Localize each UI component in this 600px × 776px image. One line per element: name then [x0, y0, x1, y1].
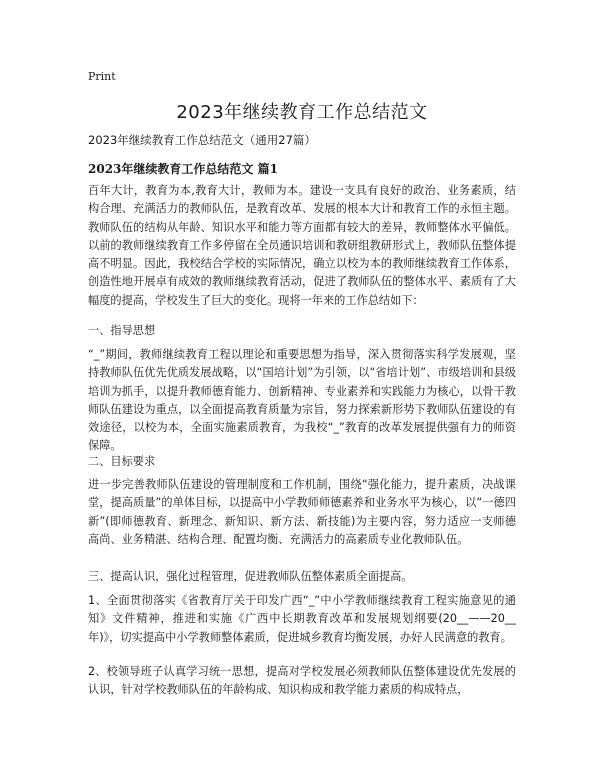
paragraph-item-2: 2、校领导班子认真学习统一思想，提高对学校发展必须教师队伍整体建设优先发展的认识，针对学校教师队伍的年龄构成、知识构成和教学能力素质的构成特点， — [88, 665, 516, 697]
paragraph-goals: 进一步完善教师队伍建设的管理制度和工作机制，围绕“强化能力，提升素质，决战课堂，提高质量”的单体目标，以提高中小学教师师德素养和业务水平为核心，以“一德四新”(即师德教育、新理念、新知识、新方法、新技能)为主要内容，努力适应一支师德高尚、业务精湛、结构合理、配置均衡、充满活力的高素质专业化教师队伍。 — [88, 478, 516, 546]
heading-awareness: 三、提高认识，强化过程管理，促进教师队伍整体素质全面提高。 — [88, 570, 413, 583]
print-link[interactable]: Print — [88, 70, 116, 83]
section-heading: 2023年继续教育工作总结范文 篇1 — [88, 162, 278, 176]
heading-goals: 二、目标要求 — [88, 455, 156, 468]
paragraph-guiding-ideology: “_”期间，教师继续教育工程以理论和重要思想为指导，深入贯彻落实科学发展观，坚持教师队伍优先优质发展战略，以“国培计划”为引领，以“省培计划”、市级培训和县级培训为抓手，以提升教师德育能力、创新精神、专业素养和实践能力为核心，以骨干教师队伍建设为重点，以全面提高教育质量为宗旨，努力探索新形势下教师队伍建设的有效途径，以校为本，全面实施素质教育，为我校“_”教育的改革发展提供强有力的师资保障。 — [88, 348, 516, 453]
paragraph-item-1: 1、全面贯彻落实《省教育厅关于印发广西“_”中小学教师继续教育工程实施意见的通知》文件精神，推进和实施《广西中长期教育改革和发展规划纲要(20__——20__年)》，切实提高中小学教师整体素质，促进城乡教育均衡发展，办好人民满意的教育。 — [88, 594, 516, 644]
paragraph-intro: 百年大计，教育为本,教育大计，教师为本。建设一支具有良好的政治、业务素质，结构合理、充满活力的教师队伍，是教育改革、发展的根本大计和教育工作的永恒主题。教师队伍的结构从年龄、知识水平和能力等方面都有较大的差异，教师整体水平偏低。以前的教师继续教育工作多停留在全员通识培训和教研组教研形式上，教师队伍整体提高不明显。因此，我校结合学校的实际情况，确立以校为本的教师继续教育工作体系，创造性地开展卓有成效的教师继续教育活动，促进了教师队伍的整体水平、素质有了大幅度的提高，学校发生了巨大的变化。现将一年来的工作总结如下： — [88, 184, 516, 307]
heading-guiding-ideology: 一、指导思想 — [88, 324, 156, 337]
document-subtitle: 2023年继续教育工作总结范文（通用27篇） — [88, 133, 316, 147]
document-title: 2023年继续教育工作总结范文 — [176, 102, 428, 123]
